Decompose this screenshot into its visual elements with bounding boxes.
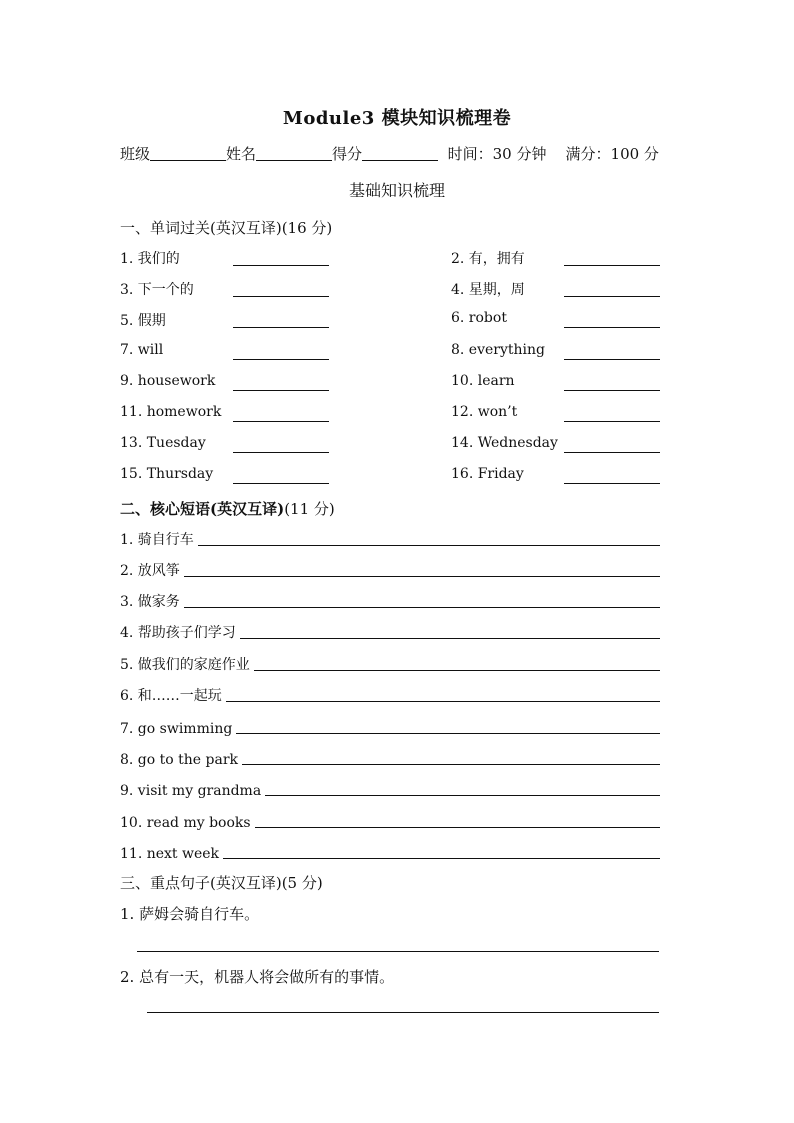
phrase-row bbox=[120, 589, 660, 611]
vocab-item: 1. 我们的 bbox=[120, 251, 180, 267]
phrase-text: 5. 做我们的家庭作业 bbox=[120, 657, 250, 673]
vocab-answer-line[interactable] bbox=[233, 265, 329, 266]
phrase-answer-line[interactable] bbox=[242, 764, 660, 765]
phrase-row bbox=[120, 527, 660, 549]
phrase-row bbox=[120, 620, 660, 642]
vocab-item: 10. learn bbox=[451, 373, 515, 389]
phrase-text: 8. go to the park bbox=[120, 752, 239, 768]
vocab-item: 13. Tuesday bbox=[120, 435, 206, 451]
section2-title bbox=[120, 498, 335, 519]
section1-title: 一、单词过关(英汉互译)(16 分) bbox=[120, 219, 333, 237]
vocab-answer-line[interactable] bbox=[564, 421, 660, 422]
sentence-prompt: 2. 总有一天，机器人将会做所有的事情。 bbox=[120, 968, 395, 986]
phrase-answer-line[interactable] bbox=[240, 638, 660, 639]
phrase-row bbox=[120, 715, 660, 737]
vocab-answer-line[interactable] bbox=[233, 296, 329, 297]
section2-title-bold: 二、核心短语(英汉互译) bbox=[120, 500, 285, 518]
phrase-text: 10. read my books bbox=[120, 815, 251, 831]
time-text: 时间：30 分钟 bbox=[447, 145, 547, 163]
vocab-item: 7. will bbox=[120, 342, 164, 358]
class-blank[interactable] bbox=[150, 145, 226, 161]
vocab-item: 14. Wednesday bbox=[451, 435, 558, 451]
vocab-answer-line[interactable] bbox=[564, 452, 660, 453]
vocab-item: 16. Friday bbox=[451, 466, 524, 482]
vocab-item: 3. 下一个的 bbox=[120, 282, 194, 298]
vocab-answer-line[interactable] bbox=[233, 452, 329, 453]
vocab-item: 11. homework bbox=[120, 404, 222, 420]
phrase-answer-line[interactable] bbox=[236, 733, 660, 734]
phrase-answer-line[interactable] bbox=[265, 795, 660, 796]
vocab-item: 12. won’t bbox=[451, 404, 518, 420]
section-subtitle: 基础知识梳理 bbox=[348, 181, 445, 200]
vocab-answer-line[interactable] bbox=[233, 359, 329, 360]
phrase-text: 9. visit my grandma bbox=[120, 783, 262, 799]
vocab-item: 6. robot bbox=[451, 310, 507, 326]
phrase-text: 2. 放风筝 bbox=[120, 563, 180, 579]
vocab-answer-line[interactable] bbox=[233, 390, 329, 391]
phrase-answer-line[interactable] bbox=[184, 607, 660, 608]
class-label: 班级 bbox=[120, 145, 151, 163]
vocab-answer-line[interactable] bbox=[564, 483, 660, 484]
worksheet-title: Module3 模块知识梳理卷 bbox=[282, 108, 512, 129]
phrase-row bbox=[120, 840, 660, 862]
phrase-row bbox=[120, 683, 660, 705]
sentence-answer-line[interactable] bbox=[147, 1012, 659, 1013]
phrase-answer-line[interactable] bbox=[226, 701, 660, 702]
phrase-answer-line[interactable] bbox=[198, 545, 660, 546]
vocab-answer-line[interactable] bbox=[564, 296, 660, 297]
sentence-prompt: 1. 萨姆会骑自行车。 bbox=[120, 905, 260, 923]
vocab-answer-line[interactable] bbox=[233, 421, 329, 422]
phrase-row bbox=[120, 777, 660, 799]
full-score-text: 满分：100 分 bbox=[565, 145, 659, 163]
sentence-answer-line[interactable] bbox=[137, 951, 659, 952]
vocab-item: 2. 有，拥有 bbox=[451, 251, 525, 267]
vocab-item: 15. Thursday bbox=[120, 466, 214, 482]
vocab-answer-line[interactable] bbox=[564, 265, 660, 266]
section3-title: 三、重点句子(英汉互译)(5 分) bbox=[120, 874, 323, 892]
phrase-text: 3. 做家务 bbox=[120, 594, 180, 610]
vocab-item: 4. 星期，周 bbox=[451, 282, 525, 298]
vocab-answer-line[interactable] bbox=[564, 390, 660, 391]
phrase-text: 11. next week bbox=[120, 846, 220, 862]
phrase-row bbox=[120, 652, 660, 674]
name-label: 姓名 bbox=[226, 145, 257, 163]
phrase-text: 1. 骑自行车 bbox=[120, 532, 194, 548]
phrase-text: 4. 帮助孩子们学习 bbox=[120, 625, 236, 641]
vocab-item: 5. 假期 bbox=[120, 313, 166, 329]
phrase-row bbox=[120, 558, 660, 580]
phrase-row bbox=[120, 746, 660, 768]
student-info-row bbox=[120, 143, 680, 164]
phrase-answer-line[interactable] bbox=[255, 827, 660, 828]
section2-title-rest: (11 分) bbox=[284, 500, 335, 518]
vocab-item: 9. housework bbox=[120, 373, 216, 389]
vocab-answer-line[interactable] bbox=[233, 483, 329, 484]
vocab-answer-line[interactable] bbox=[233, 327, 329, 328]
score-label: 得分 bbox=[332, 145, 363, 163]
vocab-answer-line[interactable] bbox=[564, 327, 660, 328]
vocab-answer-line[interactable] bbox=[564, 359, 660, 360]
phrase-answer-line[interactable] bbox=[184, 576, 660, 577]
vocab-item: 8. everything bbox=[451, 342, 545, 358]
phrase-text: 7. go swimming bbox=[120, 721, 233, 737]
name-blank[interactable] bbox=[256, 145, 332, 161]
phrase-answer-line[interactable] bbox=[223, 858, 660, 859]
phrase-text: 6. 和……一起玩 bbox=[120, 688, 222, 704]
phrase-answer-line[interactable] bbox=[254, 670, 660, 671]
score-blank[interactable] bbox=[362, 145, 438, 161]
phrase-row bbox=[120, 809, 660, 831]
